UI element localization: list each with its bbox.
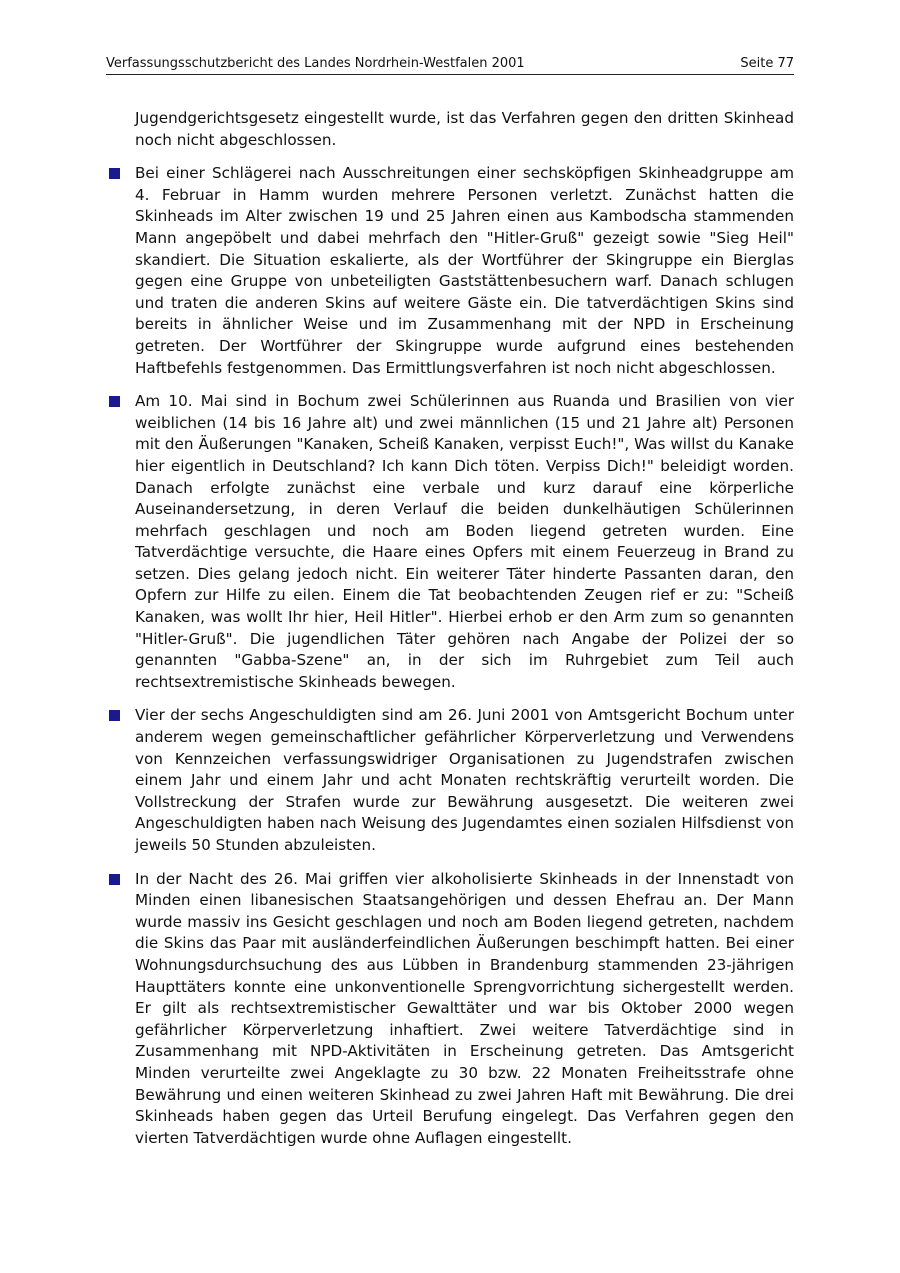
- list-item-text: Vier der sechs Angeschuldigten sind am 26. Juni 2001 von Amtsgericht Bochum unter anderem wegen gemeinschaftlicher gefährlicher Körperverletzung und Verwendens von Kennzeichen verfassungswidriger Organisationen zu Jugendstrafen zwischen einem Jahr und einem Jahr und acht Monaten rechtskräftig verurteilt worden. Die Vollstreckung der Strafen wurde zur Bewährung ausgesetzt. Die weiteren zwei Angeschuldigten haben nach Weisung des Jugendamtes einen sozialen Hilfsdienst von jeweils 50 Stunden abzuleisten.: [135, 706, 794, 854]
- list-item: [135, 869, 794, 1150]
- page-body: [135, 108, 794, 1161]
- list-item-text: Bei einer Schlägerei nach Ausschreitungen einer sechsköpfigen Skinheadgruppe am 4. Februar in Hamm wurden mehrere Personen verletzt. Zunächst hatten die Skinheads im Alter zwischen 19 und 25 Jahren einen aus Kambodscha stammenden Mann angepöbelt und dabei mehrfach den "Hitler-Gruß" gezeigt sowie "Sieg Heil" skandiert. Die Situation eskalierte, als der Wortführer der Skingruppe ein Bierglas gegen eine Gruppe von unbeteiligten Gaststättenbesuchern warf. Danach schlugen und traten die anderen Skins auf weitere Gäste ein. Die tatverdächtigen Skins sind bereits in ähnlicher Weise und im Zusammenhang mit der NPD in Erscheinung getreten. Der Wortführer der Skingruppe wurde aufgrund eines bestehenden Haftbefehls festgenommen. Das Ermittlungsverfahren ist noch nicht abgeschlossen.: [135, 164, 794, 377]
- list-item: [135, 163, 794, 379]
- intro-paragraph: Jugendgerichtsgesetz eingestellt wurde, ist das Verfahren gegen den dritten Skinhead noch nicht abgeschlossen.: [135, 109, 794, 149]
- page-header: [106, 54, 794, 75]
- square-bullet-icon: [109, 396, 120, 407]
- list-item-text: Am 10. Mai sind in Bochum zwei Schülerinnen aus Ruanda und Brasilien von vier weiblichen (14 bis 16 Jahre alt) und zwei männlichen (15 und 21 Jahre alt) Personen mit den Äußerungen "Kanaken, Scheiß Kanaken, verpisst Euch!", Was willst du Kanake hier eigentlich in Deutschland? Ich kann Dich töten. Verpiss Dich!" beleidigt worden. Danach erfolgte zunächst eine verbale und kurz darauf eine körperliche Auseinandersetzung, in deren Verlauf die beiden dunkelhäutigen Schülerinnen mehrfach geschlagen und noch am Boden liegend getreten wurden. Eine Tatverdächtige versuchte, die Haare eines Opfers mit einem Feuerzeug in Brand zu setzen. Dies gelang jedoch nicht. Ein weiterer Täter hinderte Passanten daran, den Opfern zur Hilfe zu eilen. Einem die Tat beobachtenden Zeugen rief er zu: "Scheiß Kanaken, was wollt Ihr hier, Heil Hitler". Hierbei erhob er den Arm zum so genannten "Hitler-Gruß". Die jugendlichen Täter gehören nach Angabe der Polizei der so genannten "Gabba-Szene" an, in der sich im Ruhrgebiet zum Teil auch rechtsextremistische Skinheads bewegen.: [135, 392, 794, 691]
- square-bullet-icon: [109, 168, 120, 179]
- square-bullet-icon: [109, 874, 120, 885]
- list-item: [135, 391, 794, 693]
- page-number: Seite 77: [740, 56, 794, 71]
- list-item-text: In der Nacht des 26. Mai griffen vier alkoholisierte Skinheads in der Innenstadt von Minden einen libanesischen Staatsangehörigen und dessen Ehefrau an. Der Mann wurde massiv ins Gesicht geschlagen und noch am Boden liegend getreten, nachdem die Skins das Paar mit ausländerfeindlichen Äußerungen beschimpft hatten. Bei einer Wohnungsdurchsuchung des aus Lübben in Brandenburg stammenden 23-jährigen Haupttäters konnte eine unkonventionelle Sprengvorrichtung sichergestellt werden. Er gilt als rechtsextremistischer Gewalttäter und war bis Oktober 2000 wegen gefährlicher Körperverletzung inhaftiert. Zwei weitere Tatverdächtige sind in Zusammenhang mit NPD-Aktivitäten in Erscheinung getreten. Das Amtsgericht Minden verurteilte zwei Angeklagte zu 30 bzw. 22 Monaten Freiheitsstrafe ohne Bewährung und einen weiteren Skinhead zu zwei Jahren Haft mit Bewährung. Die drei Skinheads haben gegen das Urteil Berufung eingelegt. Das Verfahren gegen den vierten Tatverdächtigen wurde ohne Auflagen eingestellt.: [135, 869, 794, 1147]
- square-bullet-icon: [109, 710, 120, 721]
- list-item: [135, 705, 794, 856]
- document-title: Verfassungsschutzbericht des Landes Nordrhein-Westfalen 2001: [106, 56, 525, 71]
